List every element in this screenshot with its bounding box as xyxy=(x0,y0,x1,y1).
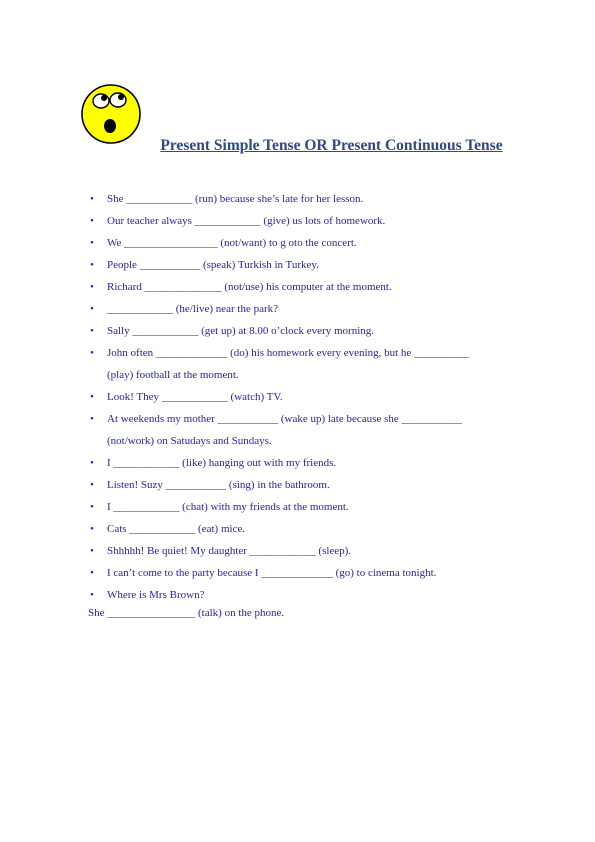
exercise-sentence: Shhhhh! Be quiet! My daughter ____________ (sleep). xyxy=(107,545,352,557)
list-item xyxy=(90,540,469,562)
list-item xyxy=(90,386,469,408)
bullet-icon: • xyxy=(90,391,94,403)
exercise-sentence: Richard ______________ (not/use) his computer at the moment. xyxy=(107,281,392,293)
list-item xyxy=(90,188,469,210)
bullet-icon: • xyxy=(90,523,94,535)
bullet-icon: • xyxy=(90,501,94,513)
exercise-sentence: I ____________ (chat) with my friends at the moment. xyxy=(107,501,349,513)
list-item xyxy=(90,518,469,540)
exercise-sentence: At weekends my mother ___________ (wake up) late because she ___________ xyxy=(107,413,462,425)
list-item xyxy=(90,298,469,320)
bullet-icon: • xyxy=(90,413,94,425)
exercise-sentence: People ___________ (speak) Turkish in Turkey. xyxy=(107,259,319,271)
list-item xyxy=(90,408,469,452)
list-item xyxy=(90,562,469,584)
exercise-sentence-continued: (not/work) on Satudays and Sundays. xyxy=(107,435,272,447)
exercise-sentence: John often _____________ (do) his homework every evening, but he __________ xyxy=(107,347,470,359)
bullet-icon: • xyxy=(90,303,94,315)
exercise-sentence: Listen! Suzy ___________ (sing) in the bathroom. xyxy=(107,479,330,491)
exercise-sentence: Cats ____________ (eat) mice. xyxy=(107,523,246,535)
list-item xyxy=(90,232,469,254)
list-item xyxy=(90,452,469,474)
exercise-sentence: ____________ (he/live) near the park? xyxy=(107,303,279,315)
bullet-icon: • xyxy=(90,457,94,469)
bullet-icon: • xyxy=(90,259,94,271)
list-item xyxy=(90,320,469,342)
page-title: Present Simple Tense OR Present Continuous Tense xyxy=(160,137,503,154)
exercise-tail: She ________________ (talk) on the phone. xyxy=(88,607,285,619)
list-item xyxy=(90,276,469,298)
list-item xyxy=(90,496,469,518)
list-item xyxy=(90,342,469,386)
exercise-sentence: We _________________ (not/want) to g oto the concert. xyxy=(107,237,357,249)
bullet-icon: • xyxy=(90,545,94,557)
bullet-icon: • xyxy=(90,325,94,337)
worried-smiley-icon xyxy=(80,83,142,145)
list-item xyxy=(90,584,469,606)
bullet-icon: • xyxy=(90,479,94,491)
list-item xyxy=(90,254,469,276)
exercise-list xyxy=(90,188,469,606)
exercise-sentence: Our teacher always ____________ (give) us lots of homework. xyxy=(107,215,386,227)
bullet-icon: • xyxy=(90,193,94,205)
list-item xyxy=(90,210,469,232)
exercise-sentence-continued: (play) football at the moment. xyxy=(107,369,239,381)
bullet-icon: • xyxy=(90,237,94,249)
exercise-sentence: Where is Mrs Brown? xyxy=(107,589,205,601)
exercise-sentence: I ____________ (like) hanging out with my friends. xyxy=(107,457,337,469)
bullet-icon: • xyxy=(90,347,94,359)
bullet-icon: • xyxy=(90,281,94,293)
bullet-icon: • xyxy=(90,589,94,601)
exercise-sentence: I can’t come to the party because I _____________ (go) to cinema tonight. xyxy=(107,567,437,579)
exercise-sentence: Sally ____________ (get up) at 8.00 o’clock every morning. xyxy=(107,325,375,337)
bullet-icon: • xyxy=(90,567,94,579)
exercise-sentence: Look! They ____________ (watch) TV. xyxy=(107,391,283,403)
bullet-icon: • xyxy=(90,215,94,227)
exercise-sentence: She ____________ (run) because she’s late for her lesson. xyxy=(107,193,364,205)
list-item xyxy=(90,474,469,496)
